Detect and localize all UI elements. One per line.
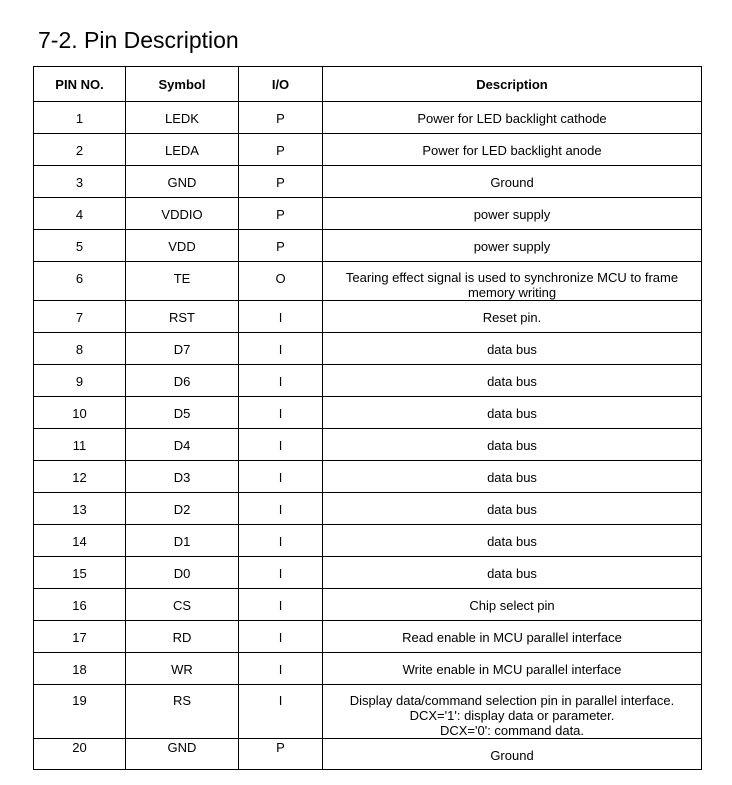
description-line: power supply <box>473 207 551 222</box>
pin-number-cell: 14 <box>34 525 126 557</box>
symbol-cell: D5 <box>126 397 239 429</box>
description-line: Reset pin. <box>482 310 542 325</box>
io-cell: P <box>239 739 323 770</box>
io-cell: I <box>239 493 323 525</box>
pin-number-cell: 10 <box>34 397 126 429</box>
pin-number-cell: 17 <box>34 621 126 653</box>
symbol-cell: VDDIO <box>126 198 239 230</box>
table-header-row <box>34 67 702 102</box>
description-cell <box>323 589 702 621</box>
io-cell: P <box>239 230 323 262</box>
table-row <box>34 429 702 461</box>
header-pin-no: PIN NO. <box>34 67 126 102</box>
description-cell <box>323 134 702 166</box>
description-line: power supply <box>473 239 551 254</box>
table-row <box>34 621 702 653</box>
table-row <box>34 525 702 557</box>
pin-description-table <box>33 66 702 770</box>
section-title: 7-2. Pin Description <box>38 27 239 53</box>
symbol-cell: D2 <box>126 493 239 525</box>
description-cell <box>323 685 702 739</box>
pin-number-cell: 12 <box>34 461 126 493</box>
header-io: I/O <box>239 67 323 102</box>
symbol-cell: D1 <box>126 525 239 557</box>
symbol-cell: TE <box>126 262 239 301</box>
pin-number-cell: 6 <box>34 262 126 301</box>
pin-number-cell: 2 <box>34 134 126 166</box>
description-cell <box>323 429 702 461</box>
symbol-cell: GND <box>126 166 239 198</box>
io-cell: P <box>239 166 323 198</box>
description-cell <box>323 365 702 397</box>
description-cell <box>323 262 702 301</box>
description-line: data bus <box>487 374 537 389</box>
description-cell <box>323 653 702 685</box>
symbol-cell: D3 <box>126 461 239 493</box>
table-row <box>34 397 702 429</box>
pin-number-cell: 13 <box>34 493 126 525</box>
description-line: data bus <box>487 342 537 357</box>
symbol-cell: RS <box>126 685 239 739</box>
symbol-cell: WR <box>126 653 239 685</box>
symbol-cell: D7 <box>126 333 239 365</box>
symbol-cell: RST <box>126 301 239 333</box>
pin-number-cell: 5 <box>34 230 126 262</box>
description-line: memory writing <box>467 285 557 300</box>
table-row <box>34 461 702 493</box>
table-row <box>34 134 702 166</box>
table-row <box>34 589 702 621</box>
description-line: Power for LED backlight cathode <box>417 111 607 126</box>
symbol-cell: D4 <box>126 429 239 461</box>
table-body <box>34 102 702 770</box>
symbol-cell: RD <box>126 621 239 653</box>
description-cell <box>323 333 702 365</box>
description-line: data bus <box>487 406 537 421</box>
io-cell: O <box>239 262 323 301</box>
io-cell: I <box>239 397 323 429</box>
description-cell <box>323 739 702 770</box>
table-row <box>34 685 702 739</box>
table-row <box>34 365 702 397</box>
description-cell <box>323 493 702 525</box>
description-line: Write enable in MCU parallel interface <box>402 662 622 677</box>
table-row <box>34 653 702 685</box>
description-cell <box>323 397 702 429</box>
description-line: Read enable in MCU parallel interface <box>402 630 622 645</box>
description-line: data bus <box>487 470 537 485</box>
symbol-cell: LEDK <box>126 102 239 134</box>
description-line: Display data/command selection pin in parallel interface. <box>349 693 675 708</box>
io-cell: I <box>239 557 323 589</box>
description-line: data bus <box>487 502 537 517</box>
pin-number-cell: 11 <box>34 429 126 461</box>
table-row <box>34 262 702 301</box>
io-cell: I <box>239 685 323 739</box>
io-cell: I <box>239 525 323 557</box>
pin-number-cell: 20 <box>34 739 126 770</box>
pin-number-cell: 18 <box>34 653 126 685</box>
table-row <box>34 198 702 230</box>
header-symbol: Symbol <box>126 67 239 102</box>
description-line: data bus <box>487 566 537 581</box>
pin-number-cell: 4 <box>34 198 126 230</box>
description-line: Power for LED backlight anode <box>422 143 602 158</box>
symbol-cell: CS <box>126 589 239 621</box>
description-cell <box>323 166 702 198</box>
pin-number-cell: 16 <box>34 589 126 621</box>
symbol-cell: D6 <box>126 365 239 397</box>
description-cell <box>323 525 702 557</box>
pin-number-cell: 8 <box>34 333 126 365</box>
table-row <box>34 102 702 134</box>
description-line: Ground <box>490 748 534 763</box>
description-line: data bus <box>487 534 537 549</box>
symbol-cell: D0 <box>126 557 239 589</box>
pin-number-cell: 7 <box>34 301 126 333</box>
table-row <box>34 557 702 589</box>
pin-number-cell: 19 <box>34 685 126 739</box>
description-cell <box>323 557 702 589</box>
description-line: Ground <box>490 175 534 190</box>
pin-number-cell: 9 <box>34 365 126 397</box>
description-cell <box>323 301 702 333</box>
io-cell: I <box>239 621 323 653</box>
io-cell: I <box>239 589 323 621</box>
symbol-cell: LEDA <box>126 134 239 166</box>
description-line: DCX='1': display data or parameter. <box>409 708 615 723</box>
io-cell: I <box>239 429 323 461</box>
io-cell: I <box>239 365 323 397</box>
table-row <box>34 166 702 198</box>
description-line: Chip select pin <box>469 598 555 613</box>
io-cell: I <box>239 461 323 493</box>
pin-number-cell: 15 <box>34 557 126 589</box>
header-description: Description <box>323 67 702 102</box>
table-row <box>34 493 702 525</box>
io-cell: I <box>239 333 323 365</box>
symbol-cell: GND <box>126 739 239 770</box>
table-row <box>34 739 702 770</box>
description-line: data bus <box>487 438 537 453</box>
description-line: DCX='0': command data. <box>439 723 585 738</box>
description-cell <box>323 198 702 230</box>
description-cell <box>323 461 702 493</box>
table-row <box>34 301 702 333</box>
io-cell: P <box>239 134 323 166</box>
io-cell: P <box>239 198 323 230</box>
pin-number-cell: 3 <box>34 166 126 198</box>
description-cell <box>323 230 702 262</box>
description-line: Tearing effect signal is used to synchronize MCU to frame <box>345 270 679 285</box>
io-cell: I <box>239 653 323 685</box>
symbol-cell: VDD <box>126 230 239 262</box>
table-row <box>34 333 702 365</box>
io-cell: P <box>239 102 323 134</box>
description-cell <box>323 621 702 653</box>
table-row <box>34 230 702 262</box>
description-cell <box>323 102 702 134</box>
pin-number-cell: 1 <box>34 102 126 134</box>
io-cell: I <box>239 301 323 333</box>
